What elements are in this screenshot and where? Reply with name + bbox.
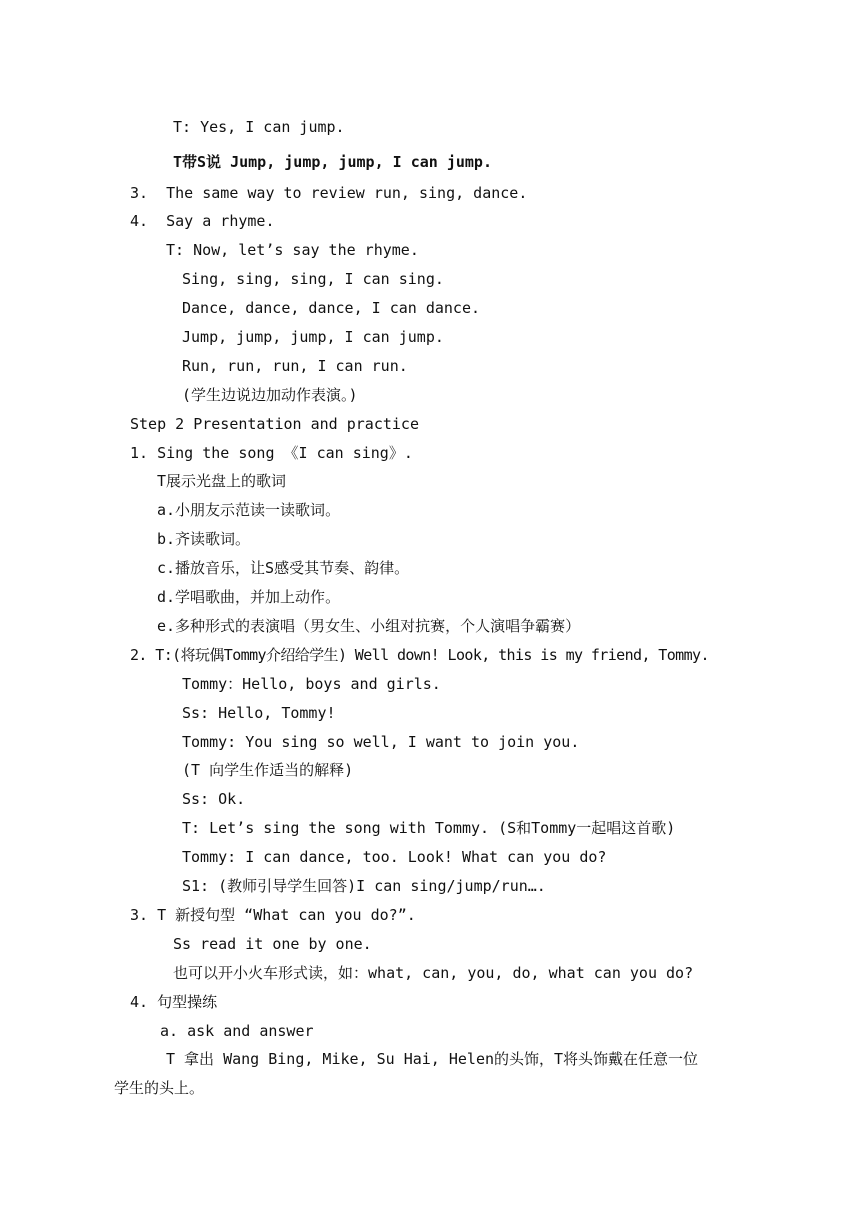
sub-item: a.小朋友示范读一读歌词。 — [157, 501, 341, 519]
text-line: T: Now, let’s say the rhyme. — [166, 241, 419, 259]
sub-item: c.播放音乐，让S感受其节奏、韵律。 — [157, 559, 410, 577]
rhyme-line: Sing, sing, sing, I can sing. — [182, 270, 444, 288]
section-heading: Step 2 Presentation and practice — [130, 415, 419, 433]
text-line: T: Yes, I can jump. — [173, 118, 345, 136]
text-line: Ss read it one by one. — [173, 935, 372, 953]
dialogue-line: Tommy：Hello, boys and girls. — [182, 675, 441, 693]
sub-item: d.学唱歌曲，并加上动作。 — [157, 588, 341, 606]
rhyme-line: Jump, jump, jump, I can jump. — [182, 328, 444, 346]
text-line: T 拿出 Wang Bing, Mike, Su Hai, Helen的头饰，T将头饰戴在任意一位 — [166, 1050, 699, 1068]
rhyme-line: Dance, dance, dance, I can dance. — [182, 299, 481, 317]
text-line: 也可以开小火车形式读，如：what, can, you, do, what can you do? — [173, 964, 694, 982]
dialogue-line: S1: (教师引导学生回答)I can sing/jump/run…. — [182, 877, 546, 895]
text-line: 学生的头上。 — [114, 1079, 205, 1097]
list-item: 3. The same way to review run, sing, dance. — [130, 184, 528, 202]
dialogue-line: Tommy: I can dance, too. Look! What can you do? — [182, 848, 607, 866]
list-item: 4. Say a rhyme. — [130, 212, 275, 230]
text-line: (学生边说边加动作表演。) — [182, 386, 358, 404]
list-item: 2. T:(将玩偶Tommy介绍给学生) Well down! Look, this is my friend, Tommy. — [130, 646, 709, 664]
dialogue-line: Ss: Hello, Tommy! — [182, 704, 336, 722]
list-item: 4. 句型操练 — [130, 993, 218, 1011]
dialogue-line: (T 向学生作适当的解释) — [182, 761, 354, 779]
text-line: T展示光盘上的歌词 — [157, 472, 287, 490]
sub-item: a. ask and answer — [160, 1022, 314, 1040]
text-line: T带S说 Jump, jump, jump, I can jump. — [173, 153, 492, 171]
sub-item: b.齐读歌词。 — [157, 530, 251, 548]
dialogue-line: Ss: Ok. — [182, 790, 246, 808]
dialogue-line: T: Let’s sing the song with Tommy. (S和Tommy一起唱这首歌) — [182, 819, 676, 837]
dialogue-line: Tommy: You sing so well, I want to join you. — [182, 733, 580, 751]
rhyme-line: Run, run, run, I can run. — [182, 357, 408, 375]
list-item: 3. T 新授句型 “What can you do?”. — [130, 906, 416, 924]
sub-item: e.多种形式的表演唱（男女生、小组对抗赛，个人演唱争霸赛） — [157, 617, 581, 635]
list-item: 1. Sing the song 《I can sing》. — [130, 444, 413, 462]
